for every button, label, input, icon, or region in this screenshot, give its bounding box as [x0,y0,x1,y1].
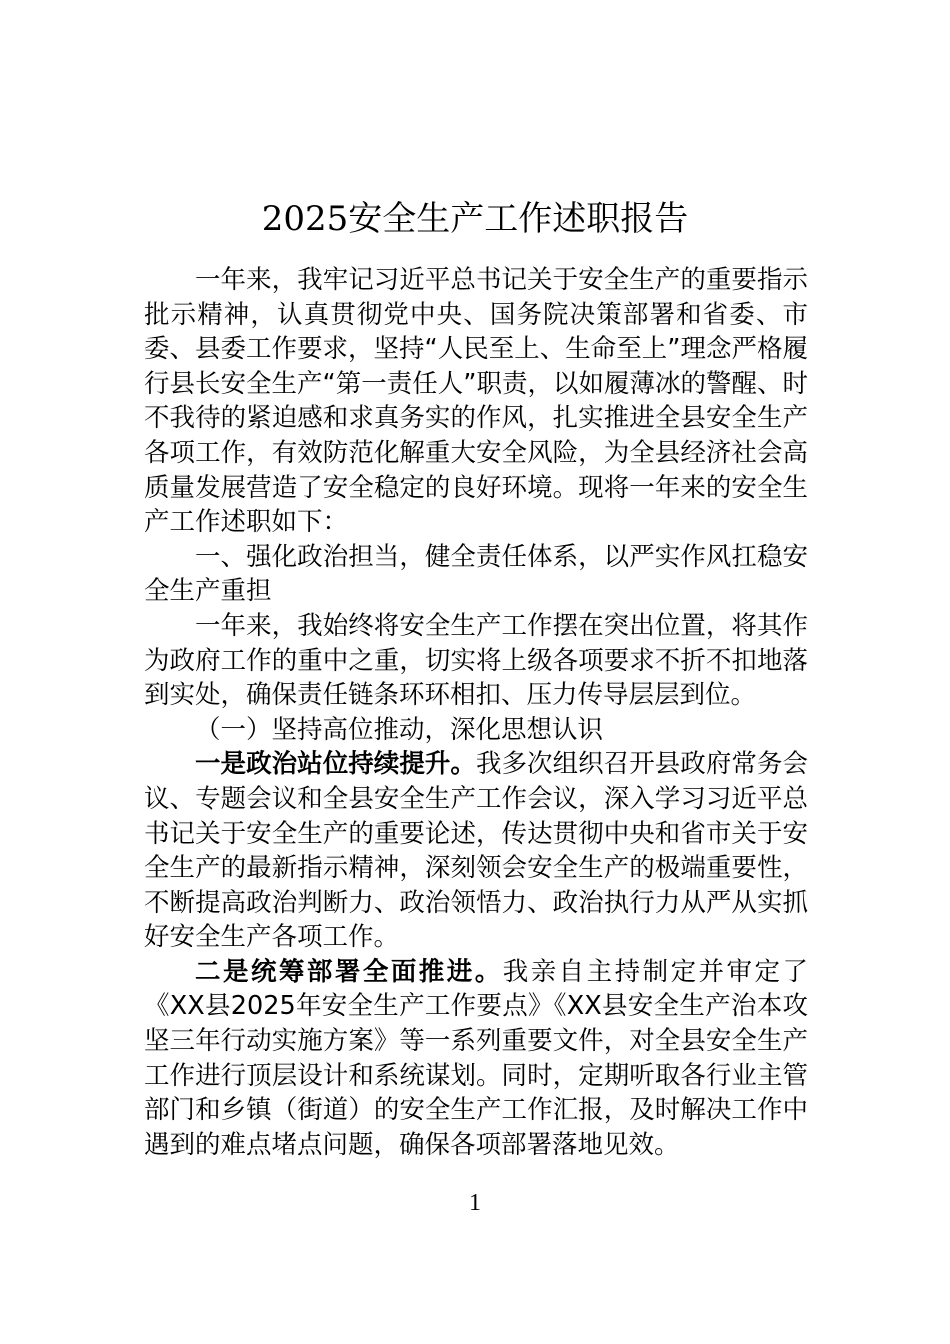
document-body [144,263,808,1162]
intro-paragraph [144,263,808,540]
section-1-paragraph [144,609,808,713]
paragraph-text: 一年来，我牢记习近平总书记关于安全生产的重要指示批示精神，认真贯彻党中央、国务院决策部署和省委、市委、县委工作要求，坚持“人民至上、生命至上”理念严格履行县长安全生产“第一责任人”职责，以如履薄冰的警醒、时不我待的紧迫感和求真务实的作风，扎实推进全县安全生产各项工作，有效防范化解重大安全风险，为全县经济社会高质量发展营造了安全稳定的良好环境。现将一年来的安全生产工作述职如下： [144,265,808,538]
paragraph-lead: 一是政治站位持续提升。 [195,749,476,780]
paragraph-text: 一、强化政治担当，健全责任体系，以严实作风扛稳安全生产重担 [144,541,808,607]
document-title: 2025安全生产工作述职报告 [261,198,689,239]
point-paragraph-2 [144,955,808,1163]
paragraph-text: （一）坚持高位推动，深化思想认识 [195,714,604,745]
paragraph-text: 我多次组织召开县政府常务会议、专题会议和全县安全生产工作会议，深入学习习近平总书记关于安全生产的重要论述，传达贯彻中央和省市关于安全生产的最新指示精神，深刻领会安全生产的极端重要性，不断提高政治判断力、政治领悟力、政治执行力从严从实抓好安全生产各项工作。 [144,749,808,953]
subsection-heading-1 [144,713,808,748]
page-number: 1 [469,1190,481,1216]
paragraph-text: 一年来，我始终将安全生产工作摆在突出位置，将其作为政府工作的重中之重，切实将上级各项要求不折不扣地落到实处，确保责任链条环环相扣、压力传导层层到位。 [144,610,808,711]
section-heading-1 [144,540,808,609]
point-paragraph-1 [144,747,808,955]
paragraph-text: 我亲自主持制定并审定了《XX县2025年安全生产工作要点》《XX县安全生产治本攻坚三年行动实施方案》等一系列重要文件，对全县安全生产工作进行顶层设计和系统谋划。同时，定期听取各行业主管部门和乡镇（街道）的安全生产工作汇报，及时解决工作中遇到的难点堵点问题，确保各项部署落地见效。 [144,956,808,1160]
paragraph-lead: 二是统筹部署全面推进。 [195,956,503,987]
